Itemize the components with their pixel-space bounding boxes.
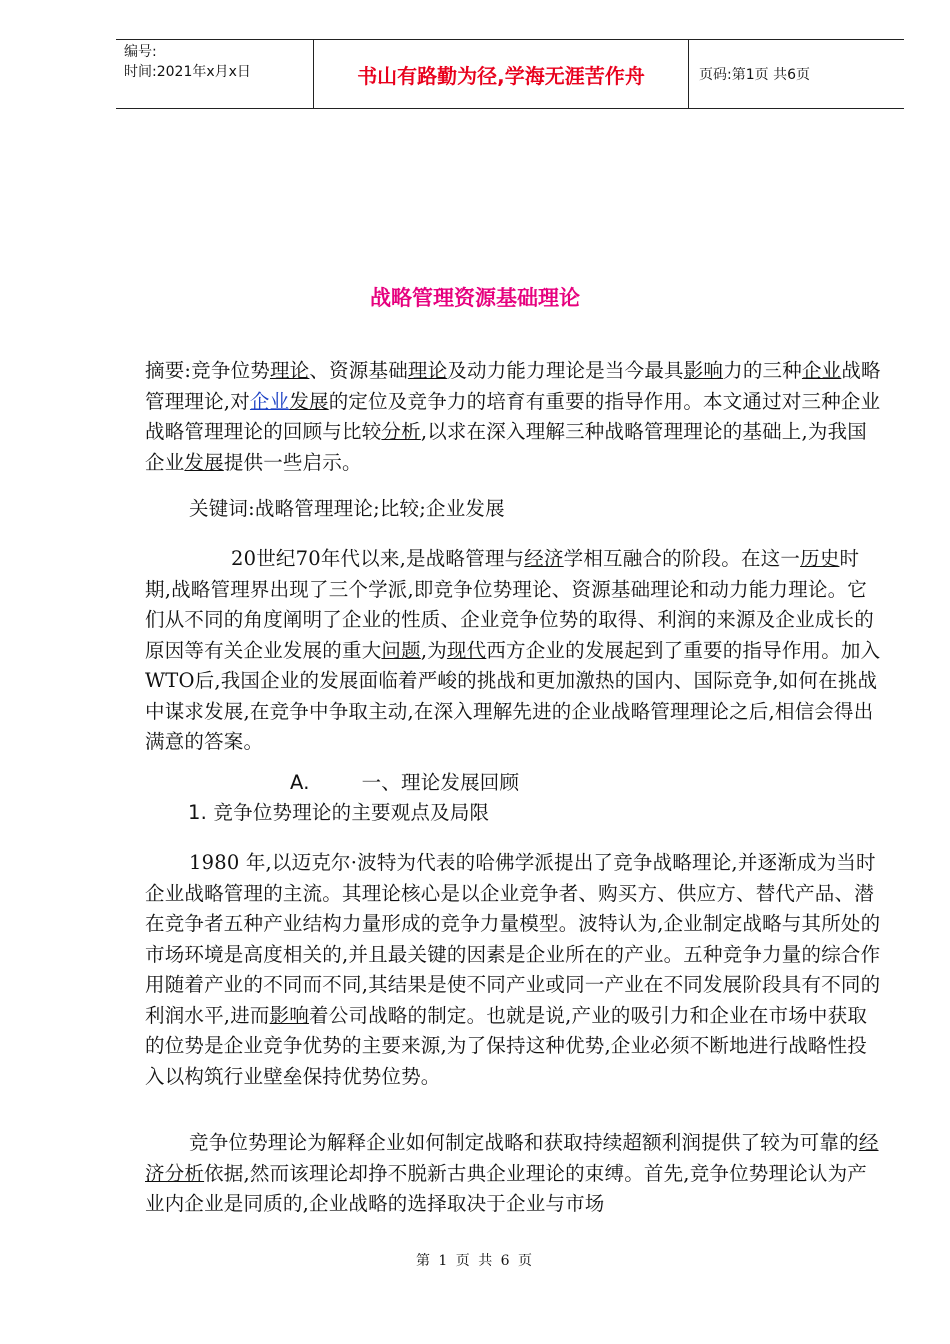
- document-title: 战略管理资源基础理论: [370, 286, 580, 310]
- page-footer: 第 1 页 共 6 页: [415, 1253, 535, 1269]
- link-problem[interactable]: 问题: [381, 638, 421, 662]
- link-theory[interactable]: 理论: [269, 359, 310, 382]
- paragraph-1: [145, 848, 885, 1092]
- text: 的定位及竞争力的培育有重要的指导作用。本文通过对三种企业战略管理理论的回顾与比较: [145, 389, 881, 443]
- paragraph-2: [145, 1128, 885, 1220]
- text: 摘要:竞争位势: [145, 359, 270, 382]
- number-label: 编号:: [124, 44, 157, 60]
- text: 及动力能力理论是当今最具: [447, 359, 684, 382]
- link-development[interactable]: 发展: [184, 450, 224, 474]
- link-modern[interactable]: 现代: [446, 638, 487, 662]
- text: ,以求在深入理解三种战略管理理论的基础上,为我国企业: [145, 420, 868, 474]
- abstract-paragraph: [145, 356, 885, 478]
- link-economics[interactable]: 经济: [524, 547, 564, 570]
- link-economic-analysis[interactable]: 经济分析: [145, 1131, 879, 1185]
- link-influence[interactable]: 影响: [683, 359, 724, 382]
- link-influence[interactable]: 影响: [269, 1003, 310, 1027]
- header-motto: 书山有路勤为径,学海无涯苦作舟: [314, 40, 689, 108]
- link-development[interactable]: 发展: [289, 389, 329, 413]
- text: 依据,然而该理论却挣不脱新古典企业理论的束缚。首先,竞争位势理论认为产业内企业是同质的,企业战略的选择取决于企业与市场: [145, 1161, 868, 1215]
- subsection-number: 1.: [188, 801, 208, 824]
- text: 、资源基础: [309, 359, 408, 382]
- subsection-heading: [188, 798, 788, 829]
- section-heading: [290, 768, 790, 799]
- intro-paragraph: [145, 544, 885, 758]
- link-enterprise[interactable]: 企业: [801, 359, 842, 382]
- text: ,为: [420, 638, 447, 662]
- section-heading-text: 一、理论发展回顾: [361, 771, 520, 794]
- header-meta: [116, 40, 314, 108]
- section-marker: A.: [290, 771, 310, 794]
- time-label: 时间:2021年x月x日: [124, 64, 251, 80]
- link-analysis[interactable]: 分析: [381, 420, 421, 443]
- text: 提供一些启示。: [223, 450, 362, 474]
- text: 1980 年,以迈克尔·波特为代表的哈佛学派提出了竞争战略理论,并逐渐成为当时企业战略管理的主流。其理论核心是以企业竞争者、购买方、供应方、替代产品、潜在竞争者五种产业结构力量形成的竞争力量模型。波特认为,企业制定战略与其所处的市场环境是高度相关的,并且最关键的因素是企业所在的产业。五种竞争力量的综合作用随着产业的不同而不同,其结果是使不同产业或同一产业在不同发展阶段具有不同的利润水平,进而: [145, 851, 881, 1027]
- text: 竞争位势理论为解释企业如何制定战略和获取持续超额利润提供了较为可靠的: [189, 1131, 859, 1154]
- text: 西方企业的发展起到了重要的指导作用。加入WTO后,我国企业的发展面临着严峻的挑战和更加激热的国内、国际竞争,如何在挑战中谋求发展,在竞争中争取主动,在深入理解先进的企业战略管理理论之后,相信会得出满意的答案。: [145, 638, 881, 753]
- link-history[interactable]: 历史: [800, 547, 840, 570]
- subsection-heading-text: 竞争位势理论的主要观点及局限: [213, 801, 490, 824]
- link-theory[interactable]: 理论: [407, 359, 448, 382]
- text: 学相互融合的阶段。在这一: [563, 547, 801, 570]
- text: 时期,战略管理界出现了三个学派,即竞争位势理论、资源基础理论和动力能力理论。它们从不同的角度阐明了企业的性质、企业竞争位势的取得、利润的来源及企业成长的原因等有关企业发展的重大: [145, 547, 874, 662]
- text: 力的三种: [723, 359, 802, 382]
- text: 战略管理理论,对: [145, 359, 881, 413]
- header-table: [116, 39, 904, 109]
- text: 20世纪70年代以来,是战略管理与: [231, 547, 525, 570]
- link-enterprise-blue[interactable]: 企业: [249, 389, 290, 413]
- text: 着公司战略的制定。也就是说,产业的吸引力和企业在市场中获取的位势是企业竞争优势的主要来源,为了保持这种优势,企业必须不断地进行战略性投入以构筑行业壁垒保持优势位势。: [145, 1003, 868, 1088]
- header-page-label: 页码:第1页 共6页: [699, 67, 810, 83]
- keywords: 关键词:战略管理理论;比较;企业发展: [189, 497, 505, 520]
